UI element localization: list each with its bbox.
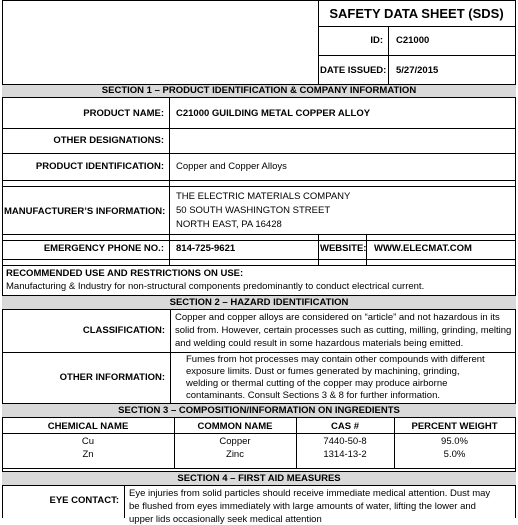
column-header: CAS # [331, 421, 359, 432]
product-identification-value: Copper and Copper Alloys [176, 161, 287, 172]
recommended-use-value: Manufacturing & Industry for non-structural components predominantly to conduct electrical current. [6, 281, 425, 292]
eye-contact-label: EYE CONTACT: [49, 495, 119, 506]
manufacturer-label: MANUFACTURER’S INFORMATION: [4, 206, 166, 217]
date-issued-value: 5/27/2015 [396, 65, 439, 76]
section3-header: SECTION 3 – COMPOSITION/INFORMATION ON INGREDIENTS [2, 403, 516, 418]
table-cell: Zinc [226, 449, 244, 460]
eye-contact-line: Eye injuries from solid particles should receive immediate medical attention. Dust may [129, 488, 491, 499]
other-information-line: contaminants. Consult Sections 3 & 8 for further information. [186, 390, 440, 401]
emergency-phone-value: 814-725-9621 [176, 243, 236, 254]
product-name-label: PRODUCT NAME: [83, 108, 164, 119]
column-header: PERCENT WEIGHT [411, 421, 498, 432]
table-cell: 1314-13-2 [323, 449, 367, 460]
eye-contact-line: be flushed from eyes immediately with large amounts of water, lifting the lower and [129, 501, 476, 512]
id-value: C21000 [396, 35, 430, 46]
other-information-line: Fumes from hot processes may contain other compounds with different [186, 354, 485, 365]
eye-contact-line: upper lids occasionally seek medical attention [129, 514, 322, 525]
product-name-value: C21000 GUILDING METAL COPPER ALLOY [176, 108, 371, 119]
recommended-use-label: RECOMMENDED USE AND RESTRICTIONS ON USE: [6, 268, 244, 279]
column-header: CHEMICAL NAME [47, 421, 129, 432]
classification-label: CLASSIFICATION: [82, 325, 165, 336]
document-title: SAFETY DATA SHEET (SDS) [329, 6, 504, 21]
manufacturer-line: THE ELECTRIC MATERIALS COMPANY [176, 191, 351, 202]
section2-header: SECTION 2 – HAZARD IDENTIFICATION [2, 295, 516, 310]
section1-header: SECTION 1 – PRODUCT IDENTIFICATION & COMPANY INFORMATION [2, 84, 516, 98]
classification-line: and welding could result in some hazardous materials being emitted. [175, 338, 464, 349]
other-information-line: exposure limits. Dust or fumes generated by machining, grinding, [186, 366, 460, 377]
other-information-line: welding or thermal cutting of the copper may produce airborne [186, 378, 448, 389]
website-value: WWW.ELECMAT.COM [374, 243, 472, 254]
manufacturer-line: NORTH EAST, PA 16428 [176, 219, 282, 230]
id-label: ID: [370, 35, 383, 46]
column-header: COMMON NAME [197, 421, 273, 432]
other-designations-label: OTHER DESIGNATIONS: [53, 135, 164, 146]
website-label: WEBSITE: [320, 243, 367, 254]
table-cell: 7440-50-8 [323, 436, 367, 447]
product-identification-label: PRODUCT IDENTIFICATION: [35, 161, 164, 172]
section4-header: SECTION 4 – FIRST AID MEASURES [2, 471, 516, 486]
table-cell: Zn [82, 449, 94, 460]
classification-line: Copper and copper alloys are considered on “article” and not hazardous in its [175, 312, 500, 323]
table-cell: 5.0% [443, 449, 466, 460]
table-cell: Cu [81, 436, 95, 447]
table-cell: 95.0% [441, 436, 468, 447]
table-cell: Copper [219, 436, 251, 447]
other-information-label: OTHER INFORMATION: [59, 372, 165, 383]
classification-line: solid from. However, certain processes such as cutting, milling, grinding, melting [175, 325, 512, 336]
emergency-phone-label: EMERGENCY PHONE NO.: [43, 243, 164, 254]
date-issued-label: DATE ISSUED: [320, 65, 387, 76]
manufacturer-line: 50 SOUTH WASHINGTON STREET [176, 205, 331, 216]
